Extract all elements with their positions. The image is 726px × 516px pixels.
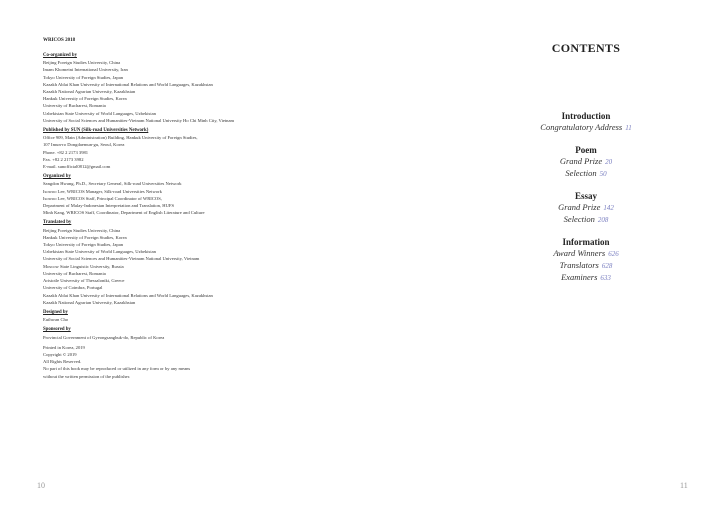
- credits-section: [43, 173, 343, 216]
- copyright-line: without the written permission of the publisher.: [43, 373, 131, 379]
- credits-line: University of Bucharest, Romania: [43, 103, 106, 109]
- toc-entry-label: Examiners: [561, 272, 598, 282]
- toc-entry-page: 50: [599, 170, 607, 178]
- toc-entry-label: Grand Prize: [558, 202, 601, 212]
- credits-line: Isowoo Lee, WRICOS Staff, Principal Coordinator of WRICOS,: [43, 195, 162, 201]
- toc-section-title: Introduction: [561, 111, 611, 121]
- copyright-line: All Rights Reserved.: [43, 359, 82, 365]
- toc-section: [478, 190, 694, 226]
- toc-entry-label: Selection: [565, 168, 597, 178]
- credits-line: Euihwan Cho: [43, 317, 69, 323]
- toc-entry[interactable]: [478, 214, 694, 226]
- toc-entry-label: Grand Prize: [559, 156, 603, 166]
- copyright-line: Copyright © 2019: [43, 351, 77, 357]
- toc-section: [478, 110, 694, 134]
- credits-line: Kazakh National Agrarian University, Kazakhstan: [43, 89, 136, 95]
- credits-sections: [43, 52, 343, 341]
- credits-line: Beijing Foreign Studies University, China: [43, 60, 121, 66]
- credits-heading: Designed by: [43, 309, 68, 315]
- toc-entry-page: 626: [608, 250, 619, 258]
- credits-section: [43, 309, 343, 323]
- toc-entry-page: 20: [605, 158, 613, 166]
- credits-section: [43, 219, 343, 305]
- credits-line: Hankuk University of Foreign Studies, Korea: [43, 96, 127, 102]
- toc-entry[interactable]: [478, 248, 694, 260]
- credits-line: University of Coimbra, Portugal: [43, 285, 103, 291]
- contents-title: CONTENTS: [551, 41, 621, 55]
- toc-entry[interactable]: [478, 122, 694, 134]
- credits-line: Department of Malay-Indonesian Interpretation and Translation, HUFS: [43, 203, 175, 209]
- credits-line: Tokyo University of Foreign Studies, Japan: [43, 242, 124, 248]
- credits-line: University of Bucharest, Romania: [43, 270, 106, 276]
- right-page: [478, 38, 694, 284]
- credits-line: Office 909, Main (Administration) Building, Hankuk University of Foreign Studies,: [43, 135, 198, 141]
- credits-line: Beijing Foreign Studies University, China: [43, 227, 121, 233]
- copyright-block: [43, 344, 343, 380]
- credits-line: Uzbekistan State University of World Languages, Uzbekistan: [43, 249, 156, 255]
- credits-line: Kazakh Ablai Khan University of International Relations and World Languages, Kazakhstan: [43, 81, 213, 87]
- credits-line: 107 Imun-ro Dongdaemun-gu, Seoul, Korea: [43, 142, 125, 148]
- toc-entry-page: 628: [601, 262, 613, 270]
- credits-section: [43, 326, 343, 340]
- toc-section-title: Information: [562, 237, 610, 247]
- toc-entry[interactable]: [478, 168, 694, 180]
- copyright-line: Printed in Korea, 2019: [43, 344, 85, 350]
- credits-line: Provincial Government of Gyeongsangbuk-do, Republic of Korea: [43, 334, 165, 340]
- copyright-line: No part of this book may be reproduced or utilized in any form or by any means: [43, 366, 191, 372]
- toc-entry[interactable]: [478, 260, 694, 272]
- left-page-number: 10: [37, 481, 45, 490]
- toc-section-title: Poem: [575, 145, 597, 155]
- toc-entry[interactable]: [478, 202, 694, 214]
- credits-heading: Published by SUN (Silk-road Universities Network): [43, 128, 149, 134]
- toc-entry-page: 11: [625, 124, 632, 132]
- credits-section: [43, 127, 343, 170]
- credits-heading: Co-organized by: [43, 53, 77, 58]
- toc-entry-page: 142: [603, 204, 614, 212]
- toc-entry-label: Award Winners: [553, 248, 606, 258]
- credits-line: Imam Khomeini International University, Iran: [43, 67, 128, 73]
- toc-section: [478, 236, 694, 284]
- toc-section: [478, 144, 694, 180]
- credits-heading: Sponsored by: [43, 327, 71, 333]
- toc-section-title: Essay: [574, 191, 597, 201]
- credits-line: Sangdon Hwang, Ph.D., Secretary General, Silk-road Universities Network: [43, 181, 182, 187]
- toc-entry-label: Translators: [559, 260, 599, 270]
- credits-section: [43, 52, 343, 124]
- left-page: [43, 38, 343, 380]
- credits-heading: Translated by: [43, 220, 72, 226]
- toc-entry-label: Selection: [563, 214, 595, 224]
- credits-line: Minh Kang, WRICOS Staff, Coordinator, Department of English Literature and Culture: [43, 210, 205, 216]
- credits-line: Aristotle University of Thessaloniki, Greece: [43, 278, 125, 284]
- credits-heading: Organized by: [43, 174, 71, 180]
- table-of-contents: [478, 110, 694, 284]
- credits-line: University of Social Sciences and Humanities-Vietnam National University Ho Chi Minh City, Vietnam: [43, 117, 235, 123]
- credits-line: Isowoo Lee, WRICOS Manager, Silk-road Universities Network: [43, 188, 162, 194]
- publication-title: WRICOS 2018: [43, 38, 76, 43]
- credits-line: Moscow State Linguistic University, Russia: [43, 263, 124, 269]
- credits-line: Tokyo University of Foreign Studies, Japan: [43, 74, 124, 80]
- credits-line: Fax. +82 2 2173 3982: [43, 156, 84, 162]
- toc-entry[interactable]: [478, 156, 694, 168]
- credits-line: Phone. +82 2 2173 3981: [43, 149, 89, 155]
- credits-line: E-mail. sunofficial0812@gmail.com: [43, 164, 111, 170]
- toc-entry-label: Congratulatory Address: [540, 122, 623, 132]
- credits-line: Hankuk University of Foreign Studies, Korea: [43, 234, 127, 240]
- credits-line: Kazakh Ablai Khan University of International Relations and World Languages, Kazakhstan: [43, 292, 213, 298]
- toc-entry-page: 633: [600, 274, 611, 282]
- toc-entry-page: 208: [597, 216, 609, 224]
- credits-line: Uzbekistan State University of World Languages, Uzbekistan: [43, 110, 156, 116]
- toc-entry[interactable]: [478, 272, 694, 284]
- credits-line: University of Social Sciences and Humanities-Vietnam National University, Vietnam: [43, 256, 200, 262]
- right-page-number: 11: [680, 481, 688, 490]
- credits-line: Kazakh National Agrarian University, Kazakhstan: [43, 299, 136, 305]
